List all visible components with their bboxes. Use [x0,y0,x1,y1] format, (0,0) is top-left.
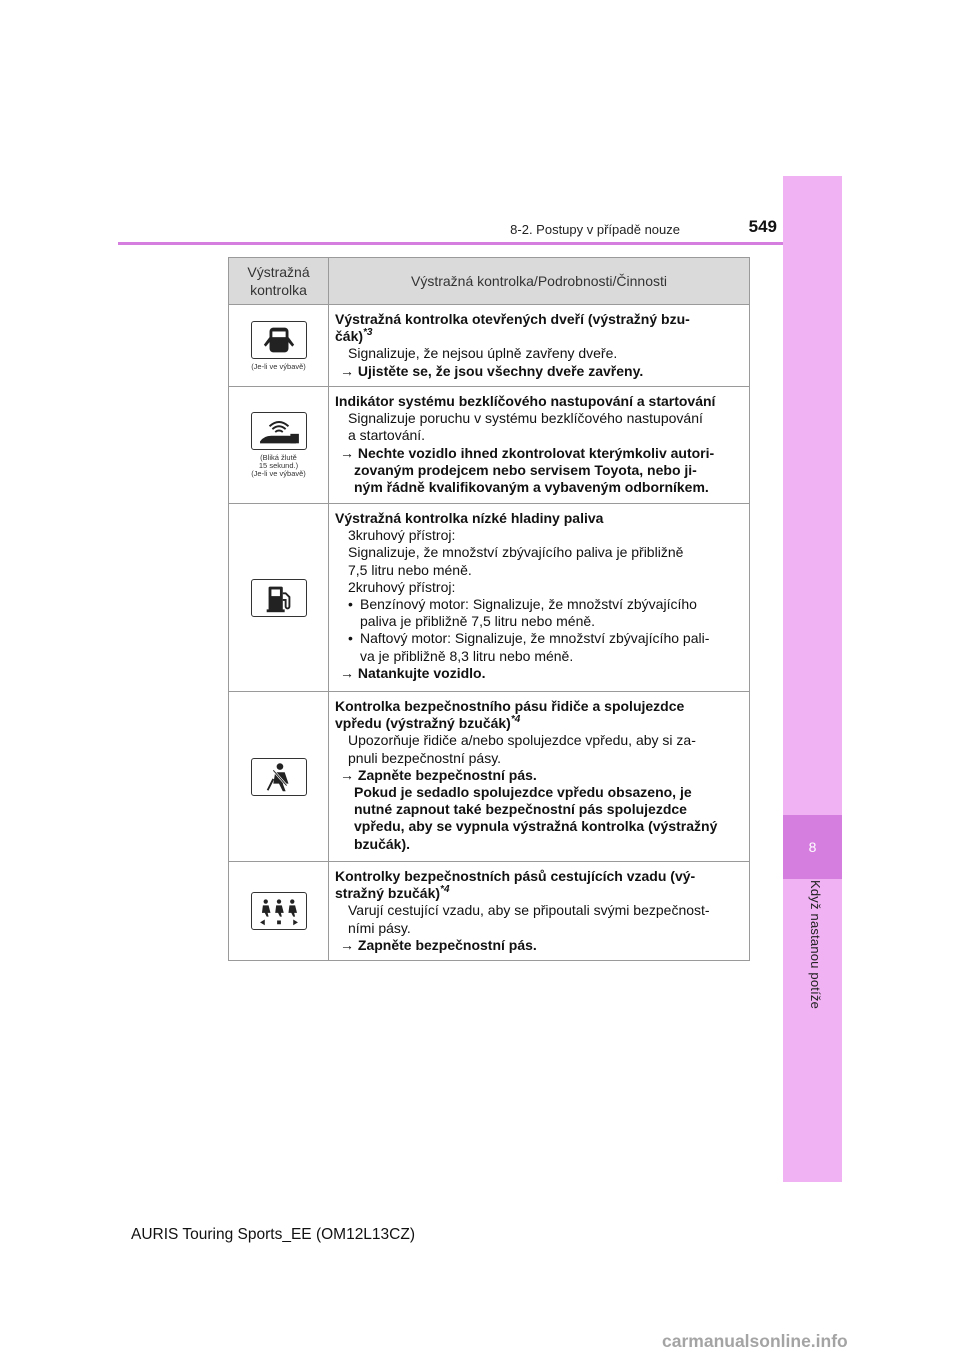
row-title-cont: vpředu (výstražný bzučák)$^{*4}$ [335,714,521,732]
icon-cell [229,504,329,692]
row-title-cont: čák)$^{*3}$ [335,327,373,345]
row-action: → Zapněte bezpečnostní pás. [340,936,537,953]
table-row [229,305,750,387]
icon-cell [229,305,329,387]
icon-cell [229,692,329,862]
row-action: → Natankujte vozidlo. [340,664,486,681]
row-action: → Ujistěte se, že jsou všechny dveře zavřeny. [340,362,644,379]
footnote-ref: *4 [440,884,450,896]
row-title-cont: stražný bzučák)$^{*4}$ [335,884,450,902]
row-title: Výstražná kontrolka nízké hladiny paliva [335,510,604,526]
bullet-item-cont: paliva je přibližně 7,5 litru nebo méně. [360,613,596,630]
section-title: 8-2. Postupy v případě nouze [510,222,680,237]
details-cell [329,387,750,504]
page-number: 549 [748,217,777,236]
footnote-ref: *3 [363,327,373,339]
row-action-cont: vpředu, aby se vypnula výstražná kontrolka (výstražný [354,818,718,835]
row-title: Výstražná kontrolka otevřených dveří (výstražný bzu- [335,311,690,327]
row-description: Varují cestující vzadu, aby se připoutali svými bezpečnost- [348,902,710,919]
table-header-row [229,258,750,305]
row-action-cont: nutné zapnout také bezpečnostní pás spolujezdce [354,801,687,818]
row-text: 7,5 litru nebo méně. [348,561,472,578]
row-action-cont: Pokud je sedadlo spolujezdce vpředu obsazeno, je [354,784,692,801]
icon-cell [229,862,329,961]
document-footer: AURIS Touring Sports_EE (OM12L13CZ) [131,1226,415,1243]
bullet-item-cont: va je přibližně 8,3 litru nebo méně. [360,647,574,664]
icon-note: (Je-li ve výbavě) [251,361,306,371]
column-header-details: Výstražná kontrolka/Podrobnosti/Činnosti [329,258,750,305]
table-row [229,692,750,862]
row-action: → Nechte vozidlo ihned zkontrolovat kterýmkoliv autori- [340,444,715,461]
warning-lights-table [228,257,750,961]
row-title: Kontrolka bezpečnostního pásu řidiče a spolujezdce [335,698,685,714]
fuel-pump-icon [251,579,307,617]
row-text: Signalizuje, že množství zbývajícího paliva je přibližně [348,544,684,561]
row-text: 3kruhový přístroj: [348,527,456,544]
smart-key-indicator-icon [251,412,307,450]
chapter-number-badge: 8 [783,815,842,879]
details-cell [329,692,750,862]
row-description: Upozorňuje řidiče a/nebo spolujezdce vpředu, aby si za- [348,732,696,749]
row-text: 2kruhový přístroj: [348,578,456,595]
column-header-indicator: Výstražná kontrolka [229,258,329,305]
chapter-title-vertical: Když nastanou potíže [808,880,823,1010]
side-chapter-tab [783,176,842,1182]
seatbelt-warning-icon [251,758,307,796]
footnote-ref: *4 [510,714,521,726]
row-action-cont: ným řádně kvalifikovaným a vybaveným odborníkem. [354,479,709,496]
row-action-cont: zovaným prodejcem nebo servisem Toyota, nebo ji- [354,461,697,478]
details-cell [329,862,750,961]
row-description: ními pásy. [348,919,411,936]
row-action-cont: bzučák). [354,835,411,852]
row-description: pnuli bezpečnostní pásy. [348,749,502,766]
row-title: Indikátor systému bezklíčového nastupování a startování [335,393,716,409]
table-row [229,387,750,504]
icon-cell [229,387,329,504]
details-cell [329,504,750,692]
watermark: carmanualsonline.info [662,1331,848,1351]
rear-seatbelt-reminder-icon [251,892,307,930]
header-divider [118,242,783,245]
table-row [229,504,750,692]
table-row [229,862,750,961]
bullet-item: • Benzínový motor: Signalizuje, že množství zbývajícího [348,596,697,613]
door-open-warning-icon [251,321,307,359]
row-title: Kontrolky bezpečnostních pásů cestujících vzadu (vý- [335,868,696,884]
row-description: a startování. [348,427,426,444]
details-cell [329,305,750,387]
row-description: Signalizuje, že nejsou úplně zavřeny dveře. [348,345,618,362]
row-action: → Zapněte bezpečnostní pás. [340,766,537,783]
bullet-item: • Naftový motor: Signalizuje, že množství zbývajícího pali- [348,630,710,647]
row-description: Signalizuje poruchu v systému bezklíčového nastupování [348,410,703,427]
icon-note: (Bliká žlutě 15 sekund.) (Je-li ve výbavě) [251,453,306,478]
